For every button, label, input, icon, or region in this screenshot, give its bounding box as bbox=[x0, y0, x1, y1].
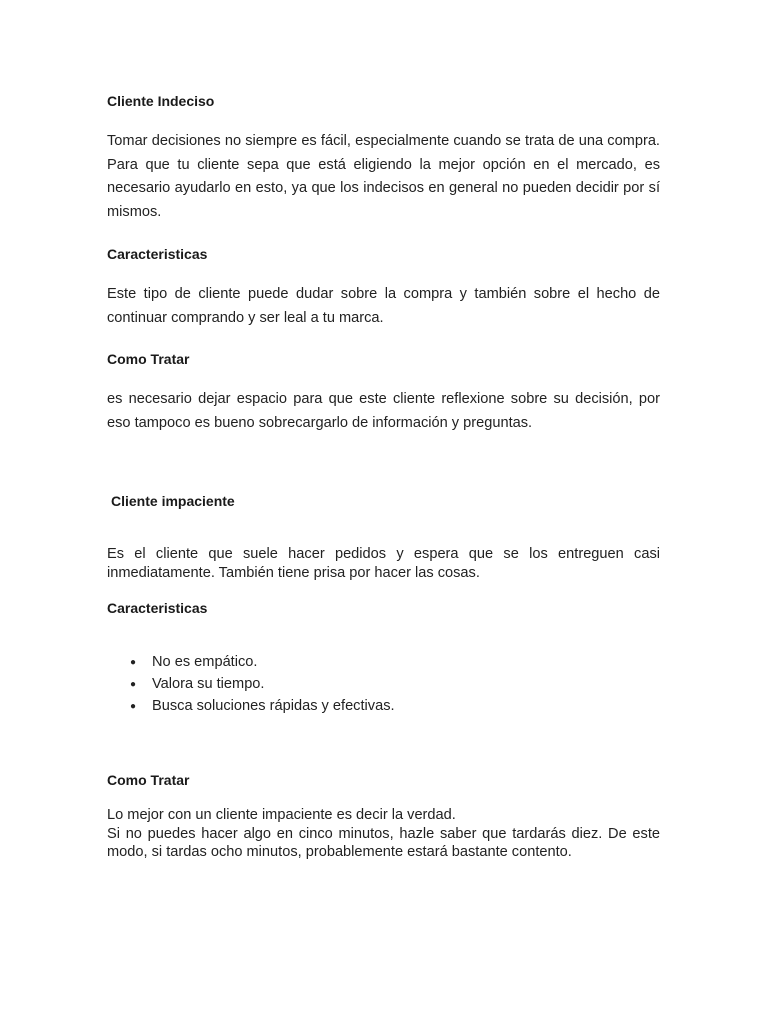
bullet-icon: ● bbox=[130, 678, 137, 690]
paragraph-intro-indeciso: Tomar decisiones no siempre es fácil, especialmente cuando se trata de una compra. Para que tu cliente sepa que está eligiendo la mejor opción en el mercado, es necesario ayudarlo en esto, ya que los indecisos en general no pueden decidir por sí mismos. bbox=[107, 133, 660, 221]
treatment-line-1: Lo mejor con un cliente impaciente es decir la verdad. bbox=[107, 807, 456, 823]
bullet-icon: ● bbox=[130, 657, 137, 668]
section-title-cliente-indeciso: Cliente Indeciso bbox=[107, 93, 215, 109]
list-item-text: Valora su tiempo. bbox=[152, 675, 265, 692]
section-title-cliente-impaciente: Cliente impaciente bbox=[111, 493, 235, 509]
bullet-icon: ● bbox=[130, 700, 137, 712]
treatment-line-2: Si no puedes hacer algo en cinco minutos, hazle saber que tardarás diez. De este modo, si tardas ocho minutos, probablemente estará bastante contento. bbox=[107, 825, 660, 860]
paragraph-como-tratar-indeciso: es necesario dejar espacio para que este cliente reflexione sobre su decisión, por eso tampoco es bueno sobrecargarlo de información y preguntas. bbox=[107, 391, 660, 431]
list-item bbox=[107, 696, 395, 718]
paragraph-como-tratar-impaciente bbox=[107, 806, 660, 862]
heading-caracteristicas-impaciente: Caracteristicas bbox=[107, 600, 208, 616]
list-item bbox=[107, 652, 395, 674]
list-item-text: Busca soluciones rápidas y efectivas. bbox=[152, 697, 395, 714]
heading-como-tratar-indeciso: Como Tratar bbox=[107, 351, 190, 367]
heading-como-tratar-impaciente: Como Tratar bbox=[107, 772, 190, 788]
heading-caracteristicas-indeciso: Caracteristicas bbox=[107, 246, 208, 262]
paragraph-intro-impaciente: Es el cliente que suele hacer pedidos y espera que se los entreguen casi inmediatamente. También tiene prisa por hacer las cosas. bbox=[107, 546, 660, 581]
list-item bbox=[107, 674, 395, 696]
list-item-text: No es empático. bbox=[152, 654, 258, 670]
characteristics-list bbox=[107, 652, 395, 717]
paragraph-caracteristicas-indeciso: Este tipo de cliente puede dudar sobre la compra y también sobre el hecho de continuar comprando y ser leal a tu marca. bbox=[107, 286, 660, 326]
